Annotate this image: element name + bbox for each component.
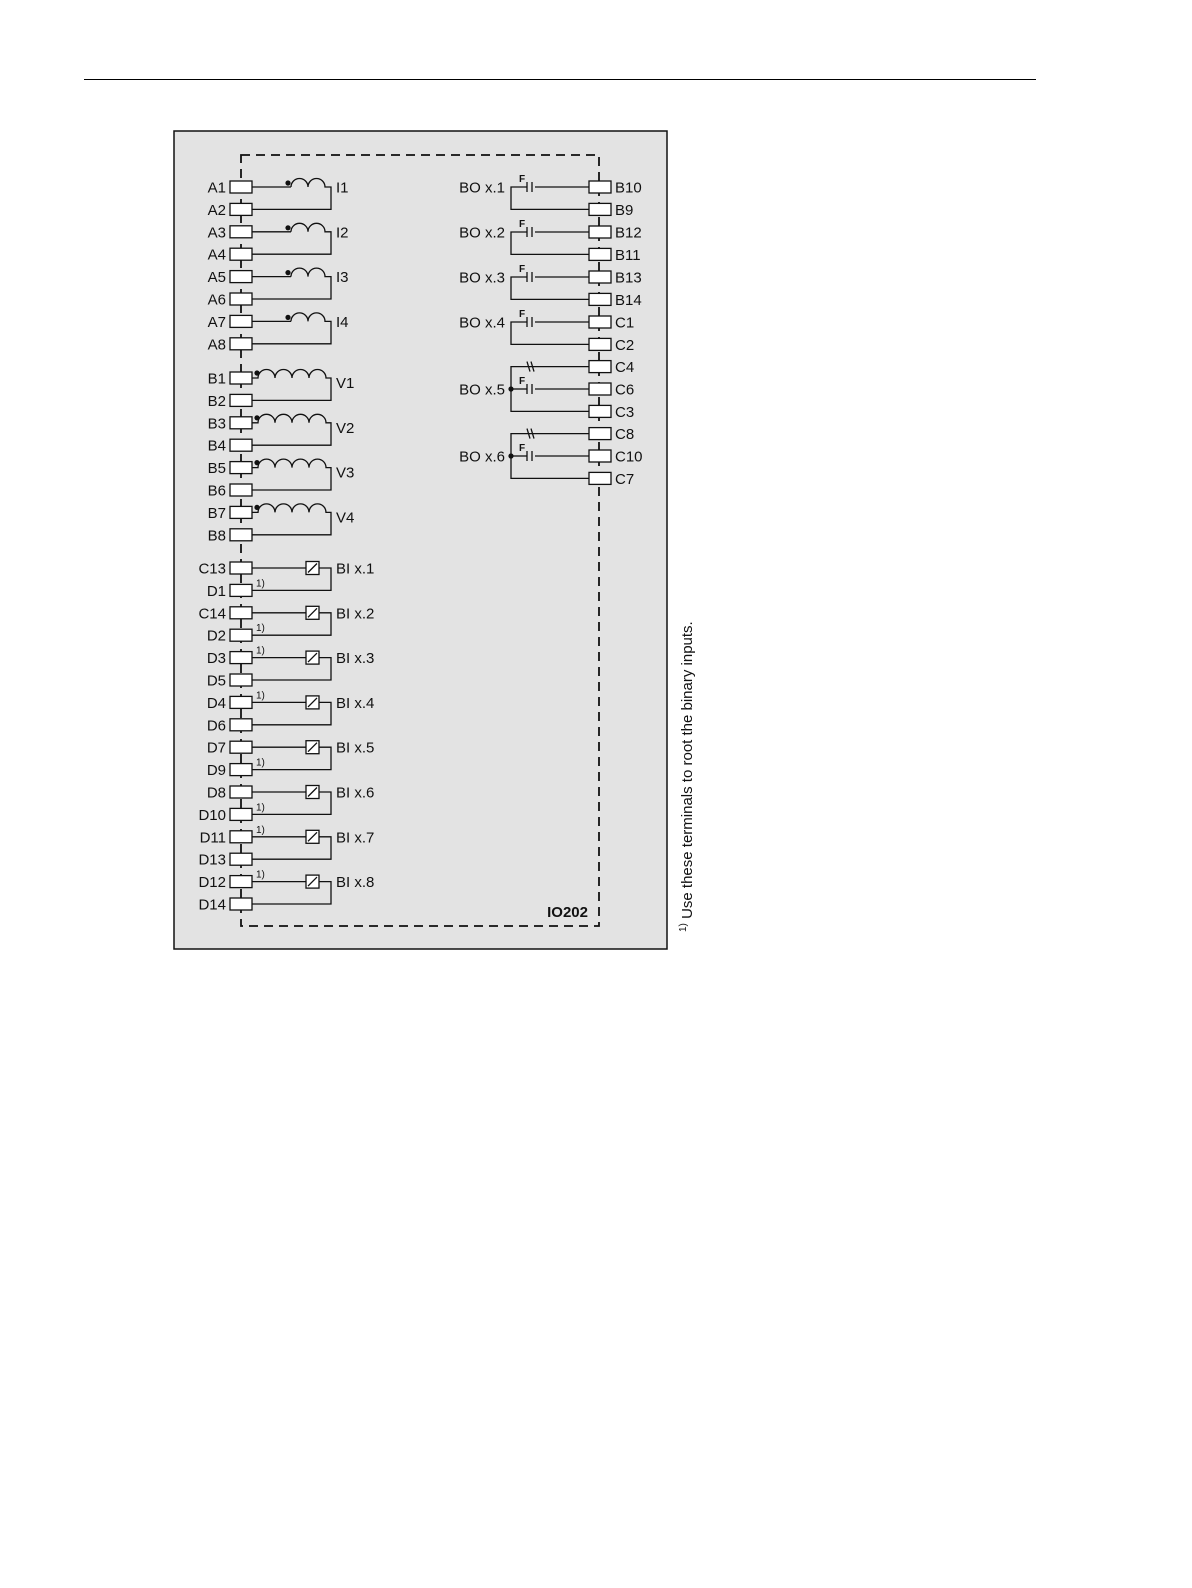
- terminal-label-B1: B1: [207, 370, 226, 388]
- terminal-B2: [230, 394, 252, 406]
- terminal-label-B10: B10: [615, 179, 642, 197]
- junction-dot: [508, 453, 513, 458]
- output-label-BO x.2: BO x.2: [459, 224, 505, 242]
- terminal-D5: [230, 674, 252, 686]
- terminal-label-D7: D7: [206, 739, 226, 757]
- footnote-ref-D12: 1): [256, 869, 265, 881]
- input-label-BI x.4: BI x.4: [336, 694, 375, 712]
- terminal-label-B8: B8: [207, 527, 226, 545]
- contact-type-label: F: [519, 264, 526, 275]
- contact-type-label: F: [519, 443, 526, 454]
- terminal-B3: [230, 417, 252, 429]
- footnote-ref-D11: 1): [256, 824, 265, 836]
- terminal-label-D2: D2: [206, 627, 226, 645]
- terminal-label-A3: A3: [207, 224, 226, 242]
- terminal-A5: [230, 271, 252, 283]
- junction-dot: [508, 386, 513, 391]
- terminal-C1: [589, 316, 611, 328]
- terminal-label-D11: D11: [199, 829, 226, 847]
- terminal-B10: [589, 181, 611, 193]
- terminal-D8: [230, 786, 252, 798]
- terminal-label-C13: C13: [198, 560, 226, 578]
- terminal-label-C1: C1: [615, 314, 635, 332]
- terminal-label-C7: C7: [615, 470, 635, 488]
- terminal-D6: [230, 719, 252, 731]
- terminal-D4: [230, 696, 252, 708]
- terminal-C13: [230, 562, 252, 574]
- contact-type-label: F: [519, 309, 526, 320]
- polarity-dot: [254, 505, 259, 510]
- terminal-C4: [589, 361, 611, 373]
- terminal-C2: [589, 338, 611, 350]
- terminal-A8: [230, 338, 252, 350]
- terminal-D1: [230, 584, 252, 596]
- terminal-label-D4: D4: [206, 694, 226, 712]
- terminal-label-B9: B9: [615, 201, 634, 219]
- polarity-dot: [254, 460, 259, 465]
- contact-type-label: F: [519, 174, 526, 185]
- terminal-B12: [589, 226, 611, 238]
- input-label-V2: V2: [336, 419, 355, 437]
- polarity-dot: [285, 270, 290, 275]
- footnote: [678, 621, 696, 932]
- terminal-label-D14: D14: [198, 896, 226, 914]
- terminal-label-A7: A7: [207, 313, 226, 331]
- terminal-B4: [230, 439, 252, 451]
- terminal-label-D13: D13: [198, 851, 226, 869]
- contact-type-label: F: [519, 376, 526, 387]
- terminal-A3: [230, 226, 252, 238]
- input-label-BI x.7: BI x.7: [336, 829, 375, 847]
- terminal-label-B2: B2: [207, 392, 226, 410]
- terminal-B14: [589, 293, 611, 305]
- terminal-label-B7: B7: [207, 504, 226, 522]
- terminal-label-B11: B11: [615, 246, 641, 264]
- input-label-V4: V4: [336, 509, 355, 527]
- terminal-C8: [589, 428, 611, 440]
- terminal-D13: [230, 853, 252, 865]
- terminal-label-A4: A4: [207, 246, 226, 264]
- input-label-I1: I1: [336, 179, 349, 197]
- terminal-label-B3: B3: [207, 415, 226, 433]
- input-label-BI x.6: BI x.6: [336, 784, 375, 802]
- terminal-label-D10: D10: [198, 806, 226, 824]
- terminal-B7: [230, 506, 252, 518]
- footnote-ref-D4: 1): [256, 690, 265, 702]
- terminal-C14: [230, 607, 252, 619]
- input-label-BI x.2: BI x.2: [336, 605, 375, 623]
- terminal-B8: [230, 529, 252, 541]
- output-label-BO x.4: BO x.4: [459, 314, 505, 332]
- terminal-C10: [589, 450, 611, 462]
- terminal-D2: [230, 629, 252, 641]
- terminal-D7: [230, 741, 252, 753]
- terminal-A4: [230, 248, 252, 260]
- terminal-label-B5: B5: [207, 460, 226, 478]
- polarity-dot: [254, 370, 259, 375]
- input-label-V1: V1: [336, 375, 355, 392]
- output-label-BO x.5: BO x.5: [459, 381, 505, 399]
- terminal-label-D6: D6: [206, 717, 226, 735]
- terminal-label-C8: C8: [615, 426, 635, 444]
- terminal-label-D3: D3: [206, 650, 226, 668]
- contact-type-label: F: [519, 219, 526, 230]
- polarity-dot: [285, 225, 290, 230]
- footnote-ref-D9: 1): [256, 757, 265, 769]
- input-label-BI x.3: BI x.3: [336, 650, 375, 668]
- terminal-C6: [589, 383, 611, 395]
- terminal-B11: [589, 248, 611, 260]
- terminal-label-A1: A1: [207, 179, 226, 197]
- terminal-label-B14: B14: [615, 291, 642, 309]
- terminal-D11: [230, 831, 252, 843]
- terminal-A2: [230, 203, 252, 215]
- input-label-BI x.8: BI x.8: [336, 874, 375, 892]
- input-label-I4: I4: [336, 313, 349, 331]
- polarity-dot: [285, 180, 290, 185]
- terminal-A1: [230, 181, 252, 193]
- terminal-D9: [230, 764, 252, 776]
- terminal-label-D12: D12: [198, 874, 226, 892]
- footnote-ref-D10: 1): [256, 802, 265, 814]
- terminal-label-C2: C2: [615, 336, 635, 354]
- footnote-text: Use these terminals to root the binary inputs.: [679, 621, 696, 919]
- input-label-V3: V3: [336, 464, 355, 482]
- terminal-label-C6: C6: [615, 381, 635, 399]
- output-label-BO x.6: BO x.6: [459, 448, 505, 466]
- terminal-A7: [230, 315, 252, 327]
- terminal-B9: [589, 203, 611, 215]
- terminal-label-D5: D5: [206, 672, 226, 690]
- input-label-BI x.1: BI x.1: [336, 560, 375, 578]
- terminal-B5: [230, 462, 252, 474]
- terminal-C3: [589, 405, 611, 417]
- terminal-label-C4: C4: [615, 359, 635, 377]
- terminal-D14: [230, 898, 252, 910]
- terminal-label-C3: C3: [615, 403, 635, 421]
- input-label-I2: I2: [336, 224, 349, 242]
- terminal-label-D1: D1: [206, 582, 226, 600]
- input-label-BI x.5: BI x.5: [336, 739, 375, 757]
- terminal-label-B6: B6: [207, 482, 226, 500]
- terminal-B6: [230, 484, 252, 496]
- terminal-C7: [589, 472, 611, 484]
- module-name-label: IO202: [547, 904, 588, 921]
- terminal-label-B12: B12: [615, 224, 642, 242]
- footnote-ref-D1: 1): [256, 578, 265, 590]
- terminal-D3: [230, 652, 252, 664]
- terminal-A6: [230, 293, 252, 305]
- footnote-ref-D3: 1): [256, 645, 265, 657]
- terminal-B1: [230, 372, 252, 384]
- terminal-D12: [230, 876, 252, 888]
- terminal-label-A8: A8: [207, 336, 226, 354]
- terminal-label-A6: A6: [207, 291, 226, 309]
- output-label-BO x.3: BO x.3: [459, 269, 505, 287]
- terminal-B13: [589, 271, 611, 283]
- polarity-dot: [254, 415, 259, 420]
- footnote-marker: 1): [678, 923, 689, 932]
- terminal-label-D9: D9: [206, 762, 226, 780]
- terminal-label-A5: A5: [207, 269, 226, 287]
- output-label-BO x.1: BO x.1: [459, 179, 505, 197]
- polarity-dot: [285, 315, 290, 320]
- terminal-D10: [230, 808, 252, 820]
- input-label-I3: I3: [336, 269, 349, 287]
- terminal-label-C10: C10: [615, 448, 643, 466]
- terminal-label-B4: B4: [207, 437, 226, 455]
- footnote-ref-D2: 1): [256, 623, 265, 635]
- terminal-label-A2: A2: [207, 201, 226, 219]
- terminal-label-D8: D8: [206, 784, 226, 802]
- terminal-label-C14: C14: [198, 605, 226, 623]
- terminal-label-B13: B13: [615, 269, 642, 287]
